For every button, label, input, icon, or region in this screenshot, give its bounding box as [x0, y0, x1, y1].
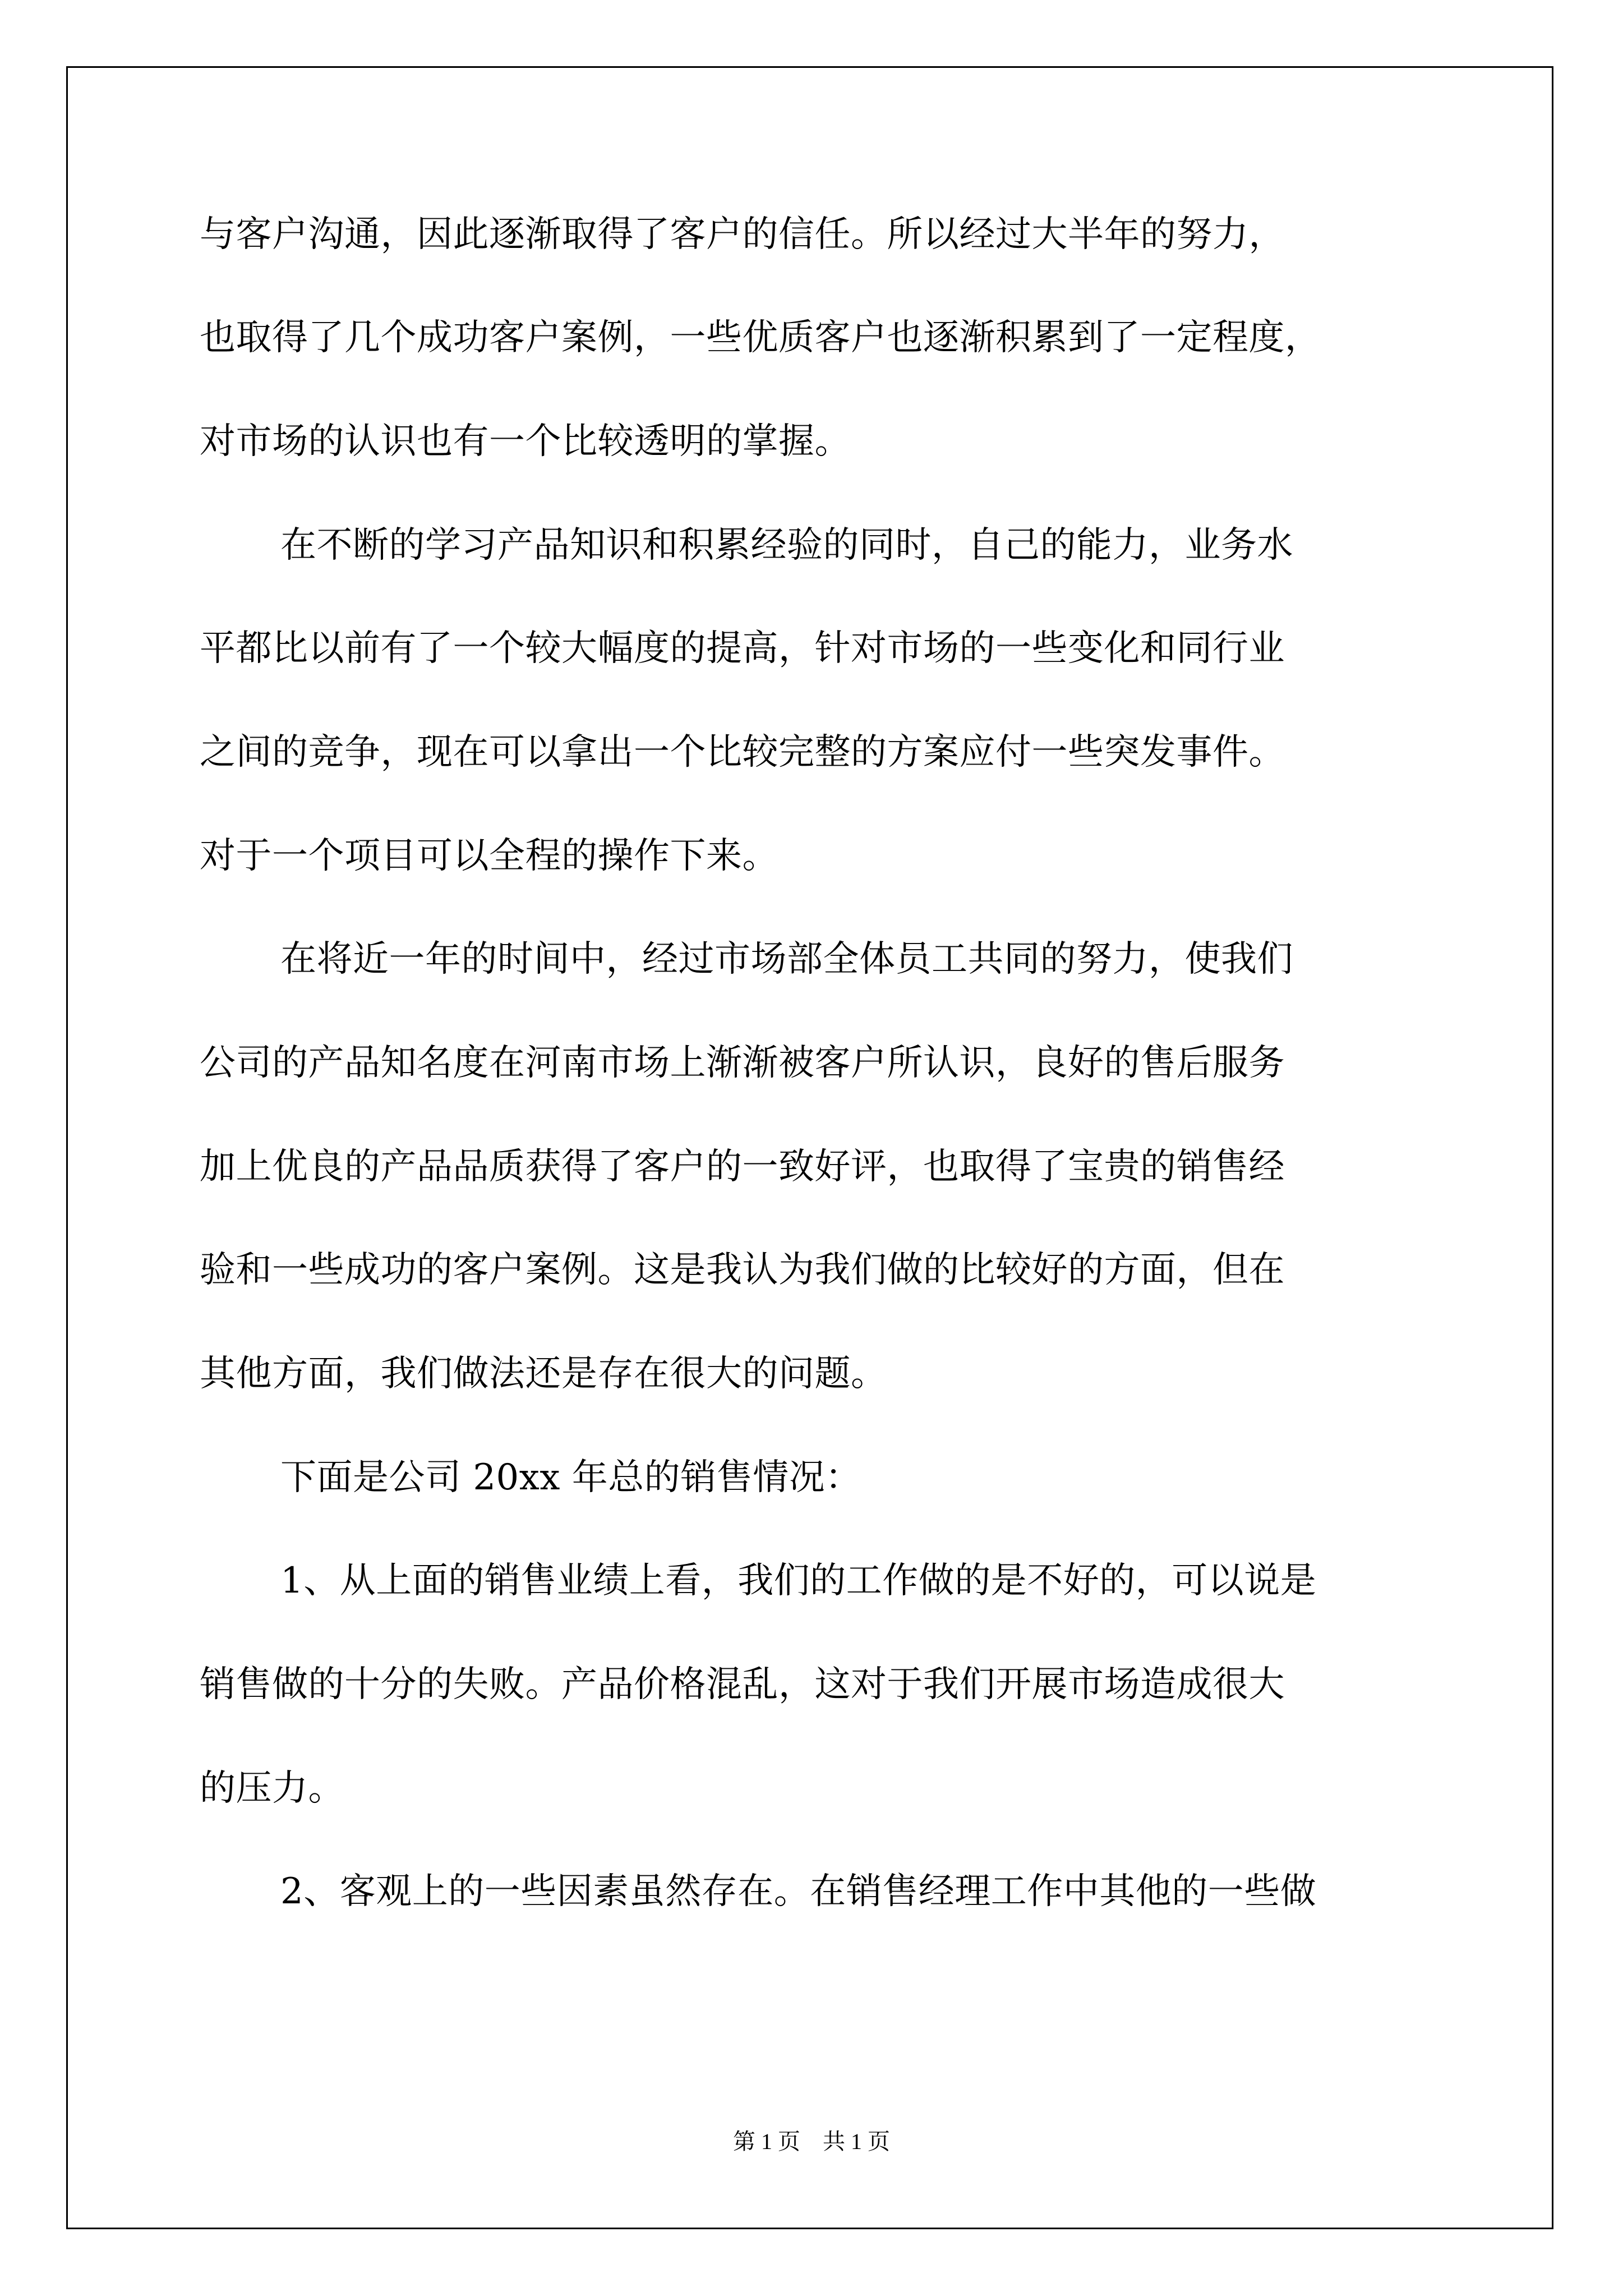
paragraph-line: 在不断的学习产品知识和积累经验的同时，自己的能力，业务水: [280, 524, 1293, 566]
paragraph-line: 1、从上面的销售业绩上看，我们的工作做的是不好的，可以说是: [280, 1560, 1317, 1602]
paragraph-line: 对于一个项目可以全程的操作下来。: [200, 835, 778, 877]
paragraph-line: 销售做的十分的失败。产品价格混乱，这对于我们开展市场造成很大: [200, 1664, 1285, 1705]
paragraph-line: 公司的产品知名度在河南市场上渐渐被客户所认识，良好的售后服务: [200, 1042, 1285, 1084]
paragraph-line: 的压力。: [200, 1768, 344, 1809]
paragraph-line: 与客户沟通，因此逐渐取得了客户的信任。所以经过大半年的努力，: [200, 214, 1285, 255]
paragraph-line: 加上优良的产品品质获得了客户的一致好评，也取得了宝贵的销售经: [200, 1146, 1285, 1188]
paragraph-line: 之间的竞争，现在可以拿出一个比较完整的方案应付一些突发事件。: [200, 731, 1285, 773]
paragraph-line: 平都比以前有了一个较大幅度的提高，针对市场的一些变化和同行业: [200, 628, 1285, 669]
paragraph-line: 下面是公司 20xx 年总的销售情况：: [280, 1457, 861, 1498]
paragraph-line: 在将近一年的时间中，经过市场部全体员工共同的努力，使我们: [280, 938, 1293, 980]
page-footer: 第 1 页 共 1 页: [733, 2129, 890, 2154]
paragraph-line: 对市场的认识也有一个比较透明的掌握。: [200, 421, 851, 462]
paragraph-line: 2、客观上的一些因素虽然存在。在销售经理工作中其他的一些做: [280, 1871, 1317, 1912]
paragraph-line: 验和一些成功的客户案例。这是我认为我们做的比较好的方面，但在: [200, 1249, 1285, 1291]
paragraph-line: 其他方面，我们做法还是存在很大的问题。: [200, 1353, 887, 1395]
paragraph-line: 也取得了几个成功客户案例，一些优质客户也逐渐积累到了一定程度，: [200, 317, 1321, 358]
